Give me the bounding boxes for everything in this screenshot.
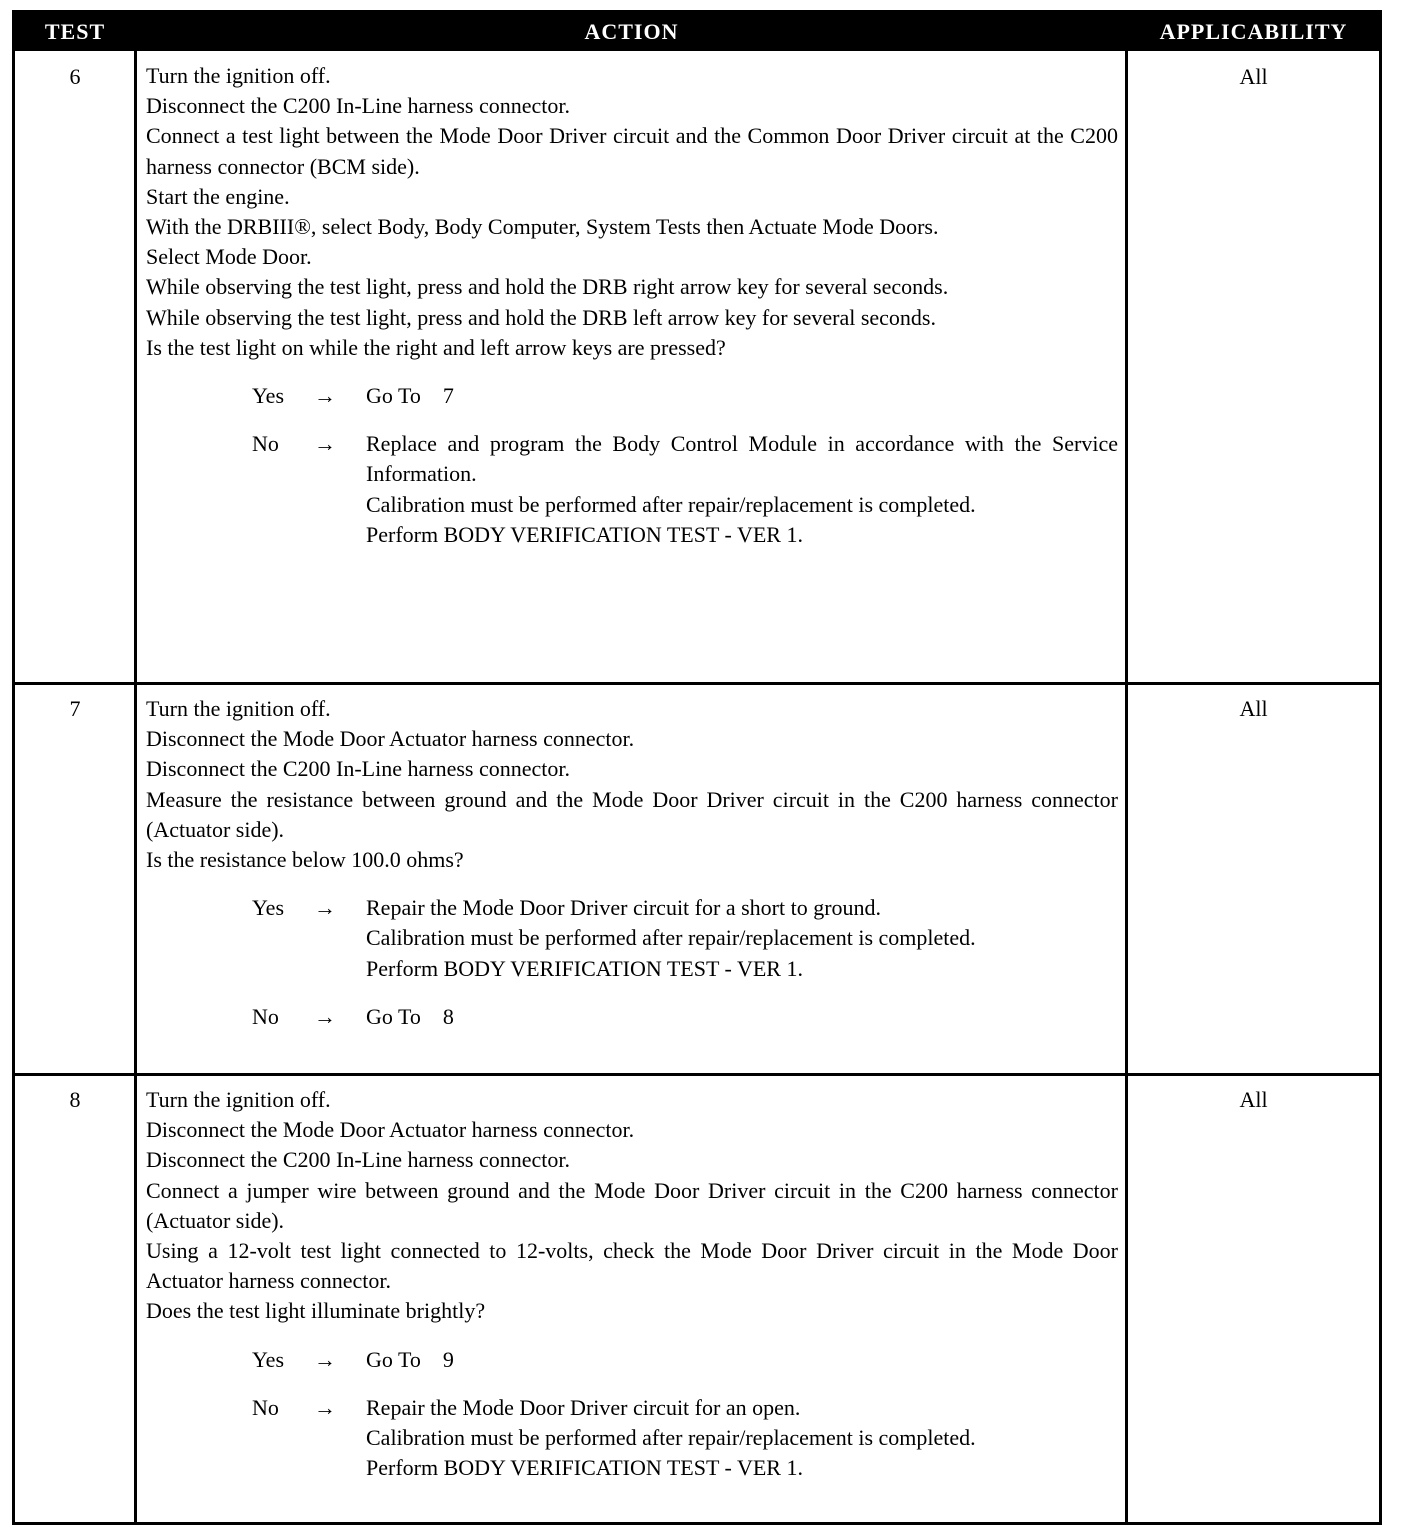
- arrow-right-icon: →: [314, 1394, 336, 1420]
- row-divider: [15, 1073, 1379, 1076]
- step: Disconnect the Mode Door Actuator harness connector.: [146, 726, 635, 752]
- step: Turn the ignition off.: [146, 1087, 331, 1112]
- action-steps: [146, 61, 1118, 363]
- action-cell: [146, 694, 1118, 1032]
- test-number: 6: [69, 64, 81, 89]
- no-branch: [252, 1002, 1118, 1032]
- step: While observing the test light, press and hold the DRB right arrow key for several seconds.: [146, 274, 949, 300]
- yes-branch: [252, 381, 1118, 411]
- header-test: TEST: [44, 19, 106, 44]
- step: Does the test light illuminate brightly?: [146, 1298, 486, 1324]
- no-result: Calibration must be performed after repair/replacement is completed.: [366, 1425, 976, 1451]
- header-action: ACTION: [584, 19, 679, 44]
- no-result: Replace and program the Body Control Module in accordance with the Service Information.: [366, 431, 1118, 487]
- action-steps: [146, 1085, 1118, 1327]
- arrow-right-icon: →: [314, 431, 336, 457]
- no-result: Calibration must be performed after repair/replacement is completed.: [366, 491, 976, 517]
- step: Turn the ignition off.: [146, 63, 331, 88]
- no-result: Perform BODY VERIFICATION TEST - VER 1.: [366, 521, 803, 547]
- no-label: No: [252, 1003, 279, 1029]
- step: Start the engine.: [146, 183, 290, 209]
- header-applicability: APPLICABILITY: [1159, 19, 1348, 44]
- step: Disconnect the Mode Door Actuator harness connector.: [146, 1117, 635, 1143]
- step: Connect a test light between the Mode Door Driver circuit and the Common Door Driver circuit at the C200 harness connector (BCM side).: [146, 123, 1118, 179]
- no-branch: [252, 1393, 1118, 1484]
- column-divider: [1125, 51, 1128, 1522]
- arrow-right-icon: →: [314, 1003, 336, 1029]
- action-cell: [146, 1085, 1118, 1483]
- row-divider: [15, 682, 1379, 685]
- applicability-value: All: [1239, 64, 1268, 89]
- yes-branch: [252, 1345, 1118, 1375]
- step: Is the test light on while the right and left arrow keys are pressed?: [146, 334, 726, 360]
- step: Using a 12-volt test light connected to 12-volts, check the Mode Door Driver circuit in the Mode Door Actuator harness connector.: [146, 1238, 1118, 1294]
- test-number: 8: [69, 1087, 81, 1112]
- yes-result: Repair the Mode Door Driver circuit for a short to ground.: [366, 895, 882, 921]
- step: While observing the test light, press and hold the DRB left arrow key for several seconds.: [146, 304, 936, 330]
- step: Is the resistance below 100.0 ohms?: [146, 847, 464, 873]
- action-cell: [146, 61, 1118, 550]
- step: Measure the resistance between ground and the Mode Door Driver circuit in the C200 harness connector (Actuator side).: [146, 786, 1118, 842]
- arrow-right-icon: →: [314, 895, 336, 921]
- step: Disconnect the C200 In-Line harness connector.: [146, 93, 570, 119]
- no-label: No: [252, 431, 279, 457]
- yes-result: Go To 9: [366, 1346, 454, 1372]
- no-label: No: [252, 1394, 279, 1420]
- applicability-value: All: [1239, 1087, 1268, 1112]
- yes-label: Yes: [252, 383, 285, 409]
- step: Select Mode Door.: [146, 244, 312, 270]
- step: With the DRBIII®, select Body, Body Computer, System Tests then Actuate Mode Doors.: [146, 214, 939, 240]
- yes-result: Go To 7: [366, 383, 454, 409]
- yes-label: Yes: [252, 1346, 285, 1372]
- no-branch: [252, 429, 1118, 550]
- step: Disconnect the C200 In-Line harness connector.: [146, 756, 570, 782]
- yes-label: Yes: [252, 895, 285, 921]
- table-header: [15, 13, 1379, 51]
- step: Turn the ignition off.: [146, 696, 331, 721]
- yes-result: Perform BODY VERIFICATION TEST - VER 1.: [366, 955, 803, 981]
- diagnostic-table: [12, 10, 1382, 1525]
- yes-branch: [252, 893, 1118, 984]
- no-result: Repair the Mode Door Driver circuit for an open.: [366, 1394, 801, 1420]
- no-result: Perform BODY VERIFICATION TEST - VER 1.: [366, 1455, 803, 1481]
- column-divider: [134, 51, 137, 1522]
- test-number: 7: [69, 696, 81, 721]
- step: Disconnect the C200 In-Line harness connector.: [146, 1147, 570, 1173]
- no-result: Go To 8: [366, 1003, 454, 1029]
- arrow-right-icon: →: [314, 383, 336, 409]
- arrow-right-icon: →: [314, 1346, 336, 1372]
- step: Connect a jumper wire between ground and the Mode Door Driver circuit in the C200 harness connector (Actuator side).: [146, 1177, 1118, 1233]
- yes-result: Calibration must be performed after repair/replacement is completed.: [366, 925, 976, 951]
- action-steps: [146, 694, 1118, 875]
- applicability-value: All: [1239, 696, 1268, 721]
